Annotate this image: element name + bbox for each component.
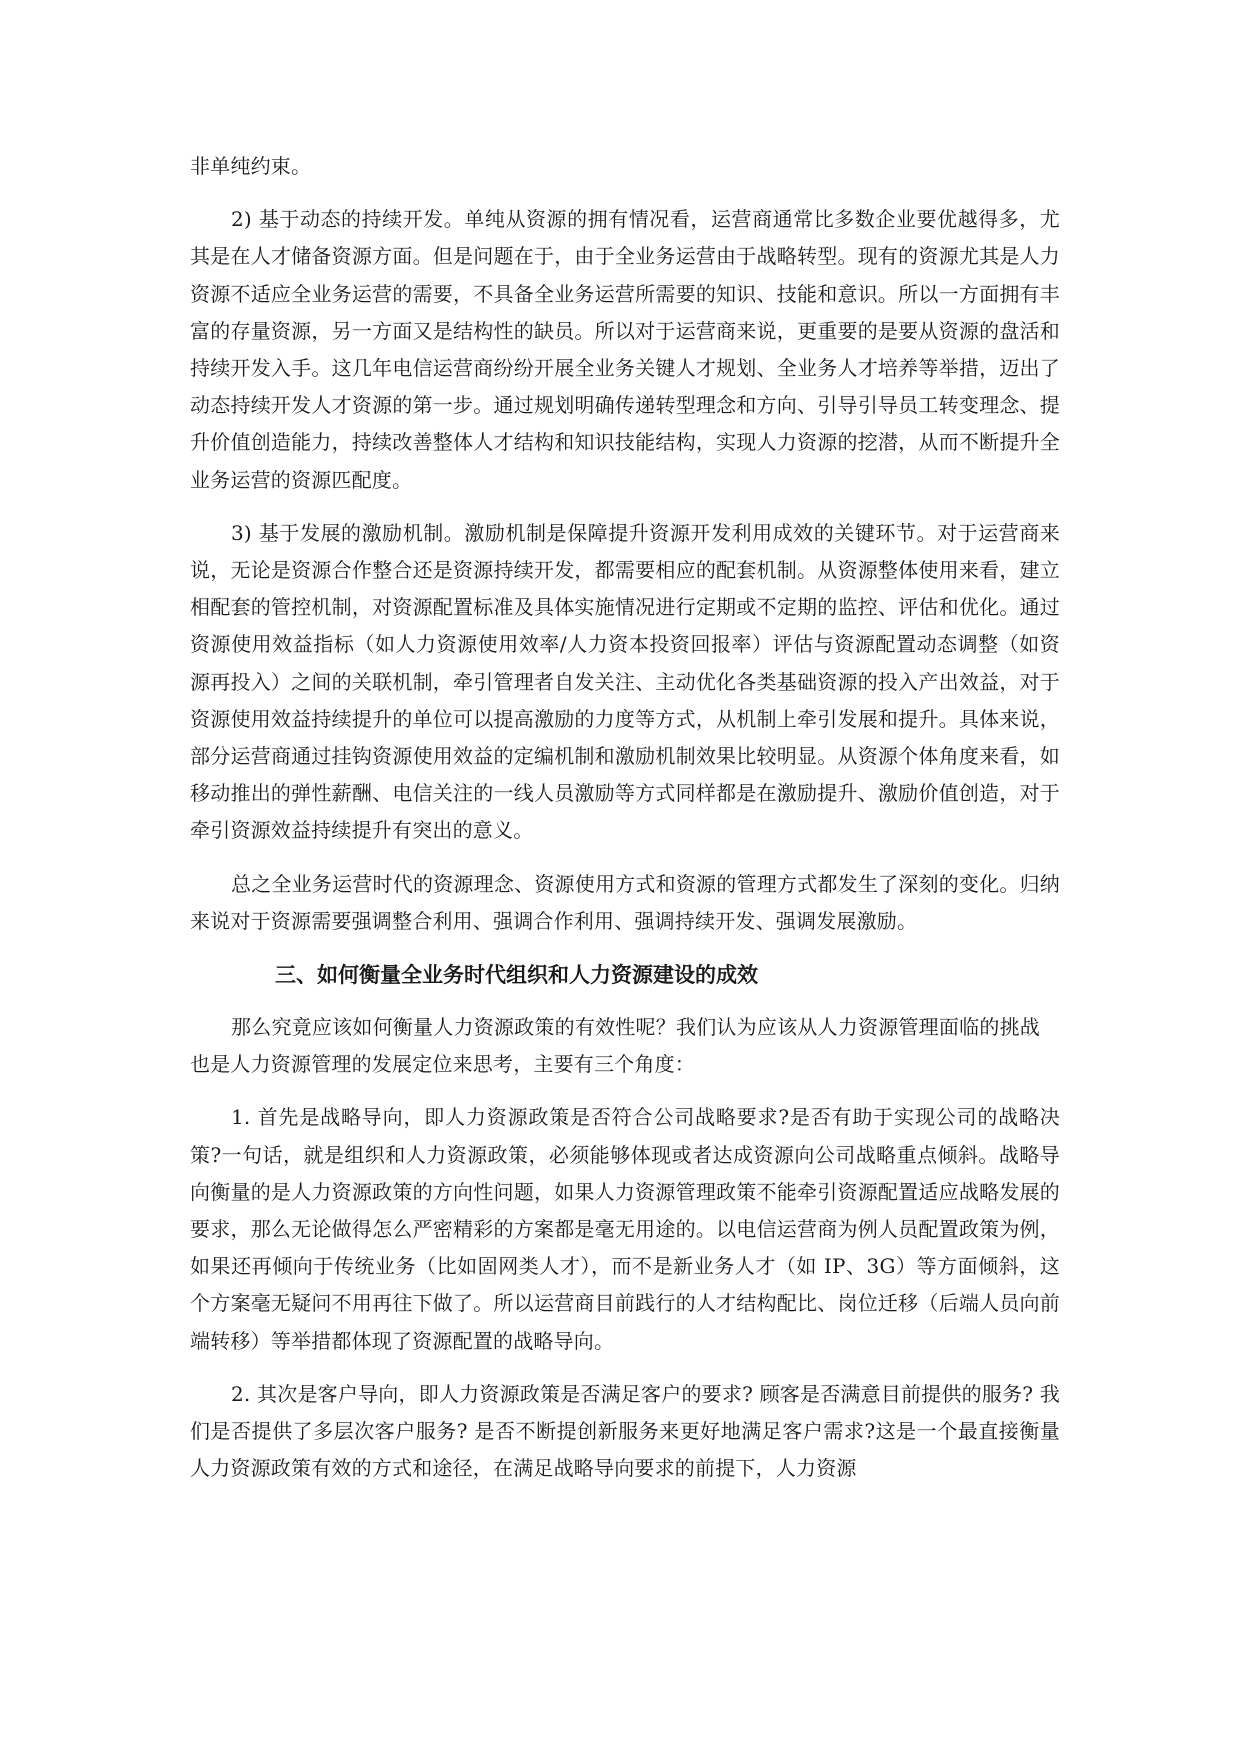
paragraph-continuation: 非单纯约束。 (190, 154, 312, 178)
document-page (190, 148, 1060, 1488)
section-heading: 三、如何衡量全业务时代组织和人力资源建设的成效 (275, 962, 758, 988)
paragraph-incentive-mechanism: 3) 基于发展的激励机制。激励机制是保障提升资源开发利用成效的关键环节。对于运营商来说，无论是资源合作整合还是资源持续开发，都需要相应的配套机制。从资源整体使用来看，建立相配套的管控机制，对资源配置标准及具体实施情况进行定期或不定期的监控、评估和优化。通过资源使用效益指标（如人力资源使用效率/人力资本投资回报率）评估与资源配置动态调整（如资源再投入）之间的关联机制，牵引管理者自发关注、主动优化各类基础资源的投入产出效益，对于资源使用效益持续提升的单位可以提高激励的力度等方式，从机制上牵引发展和提升。具体来说，部分运营商通过挂钩资源使用效益的定编机制和激励机制效果比较明显。从资源个体角度来看，如移动推出的弹性薪酬、电信关注的一线人员激励等方式同样都是在激励提升、激励价值创造，对于牵引资源效益持续提升有突出的意义。 (190, 520, 1060, 843)
paragraph-summary: 总之全业务运营时代的资源理念、资源使用方式和资源的管理方式都发生了深刻的变化。归纳来说对于资源需要强调整合利用、强调合作利用、强调持续开发、强调发展激励。 (190, 871, 1060, 933)
paragraph-dynamic-development: 2) 基于动态的持续开发。单纯从资源的拥有情况看，运营商通常比多数企业要优越得多，尤其是在人才储备资源方面。但是问题在于，由于全业务运营由于战略转型。现有的资源尤其是人力资源不适应全业务运营的需要，不具备全业务运营所需要的知识、技能和意识。所以一方面拥有丰富的存量资源，另一方面又是结构性的缺员。所以对于运营商来说，更重要的是要从资源的盘活和持续开发入手。这几年电信运营商纷纷开展全业务关键人才规划、全业务人才培养等举措，迈出了动态持续开发人才资源的第一步。通过规划明确传递转型理念和方向、引导引导员工转变理念、提升价值创造能力，持续改善整体人才结构和知识技能结构，实现人力资源的挖潜，从而不断提升全业务运营的资源匹配度。 (190, 207, 1060, 492)
paragraph-customer-orientation: 2. 其次是客户导向，即人力资源政策是否满足客户的要求? 顾客是否满意目前提供的服务? 我们是否提供了多层次客户服务? 是否不断提创新服务来更好地满足客户需求?这是一个最直接衡量人力资源政策有效的方式和途径，在满足战略导向要求的前提下，人力资源 (190, 1381, 1060, 1481)
paragraph-intro-three-angles: 那么究竟应该如何衡量人力资源政策的有效性呢？我们认为应该从人力资源管理面临的挑战也是人力资源管理的发展定位来思考，主要有三个角度： (190, 1015, 1040, 1077)
paragraph-strategy-orientation: 1. 首先是战略导向，即人力资源政策是否符合公司战略要求?是否有助于实现公司的战略决策?一句话，就是组织和人力资源政策，必须能够体现或者达成资源向公司战略重点倾斜。战略导向衡量的是人力资源政策的方向性问题，如果人力资源管理政策不能牵引资源配置适应战略发展的要求，那么无论做得怎么严密精彩的方案都是毫无用途的。以电信运营商为例人员配置政策为例，如果还再倾向于传统业务（比如固网类人才），而不是新业务人才（如 IP、3G）等方面倾斜，这个方案毫无疑问不用再往下做了。所以运营商目前践行的人才结构配比、岗位迁移（后端人员向前端转移）等举措都体现了资源配置的战略导向。 (190, 1105, 1060, 1353)
